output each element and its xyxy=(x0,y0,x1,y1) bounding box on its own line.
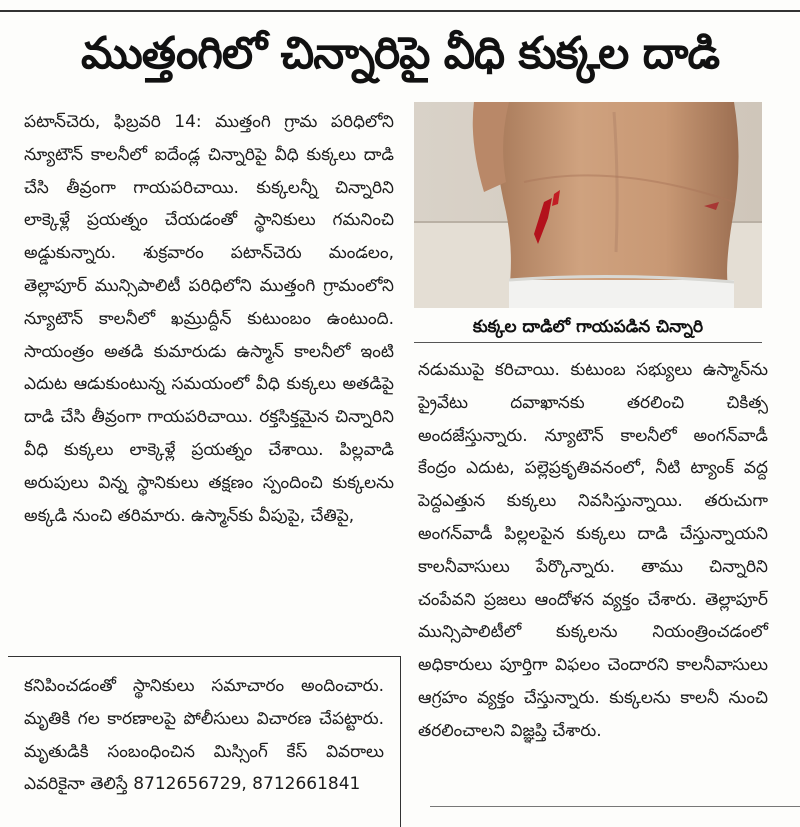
photo-caption: కుక్కల దాడిలో గాయపడిన చిన్నారి xyxy=(472,317,704,337)
article-left-text: పటాన్‌చెరు, ఫిబ్రవరి 14: ముత్తంగి గ్రామ పరిధిలోని న్యూటౌన్ కాలనీలో ఐదేండ్ల చిన్నారిపై వీధి కుక్కలు దాడి చేసి తీవ్రంగా గాయపరిచాయి. కుక్కలన్నీ చిన్నారిని లాక్కెళ్లే ప్రయత్నం చేయడంతో స్థానికులు గమనించి అడ్డుకున్నారు. శుక్రవారం పటాన్‌చెరు మండలం, తెల్లాపూర్ మున్సిపాలిటీ పరిధిలోని ముత్తంగి గ్రామంలోని న్యూటౌన్ కాలనీలో ఖమ్రుద్దీన్ కుటుంబం ఉంటుంది. సాయంత్రం అతడి కుమారుడు ఉస్మాన్ కాలనీలో ఇంటి ఎదుట ఆడుకుంటున్న సమయంలో వీధి కుక్కలు అతడిపై దాడి చేసి తీవ్రంగా గాయపరిచాయి. రక్తసిక్తమైన చిన్నారిని వీధి కుక్కలు లాక్కెళ్లే ప్రయత్నం చేశాయి. పిల్లవాడి అరుపులు విన్న స్థానికులు తక్షణం స్పందించి కుక్కలను అక్కడి నుంచి తరిమారు. ఉస్మాన్‌కు వీపుపై, చేతిపై, xyxy=(24,112,394,526)
headline: ముత్తంగిలో చిన్నారిపై వీధి కుక్కల దాడి xyxy=(80,28,720,79)
bottom-rule xyxy=(430,806,800,807)
injured-child-photo xyxy=(414,102,762,308)
news-photo xyxy=(414,102,762,308)
article-left-column xyxy=(24,106,394,532)
adjacent-article-text: కనిపించడంతో స్థానికులు సమాచారం అందించారు. మృతికి గల కారణాలపై పోలీసులు విచారణ చేపట్టారు. మృతుడికి సంబంధించిన మిస్సింగ్ కేస్ వివరాలు ఎవరికైనా తెలిస్తే 8712656729, 8712661841 xyxy=(24,676,384,795)
article-right-column xyxy=(418,354,768,748)
article-right-text: నడుముపై కరిచాయి. కుటుంబ సభ్యులు ఉస్మాన్‌ను ప్రైవేటు దవాఖానకు తరలించి చికిత్స అందజేస్తున్నారు. న్యూటౌన్ కాలనీలో అంగన్‌వాడీ కేంద్రం ఎదుట, పల్లెప్రకృతివనంలో, నీటి ట్యాంక్ వద్ద పెద్దఎత్తున కుక్కలు నివసిస్తున్నాయి. తరుచుగా అంగన్‌వాడీ పిల్లలపైన కుక్కలు దాడి చేస్తున్నాయని కాలనీవాసులు పేర్కొన్నారు. తాము చిన్నారిని చంపేవని ప్రజలు ఆందోళన వ్యక్తం చేశారు. తెల్లాపూర్ మున్సిపాలిటీలో కుక్కలను నియంత్రించడంలో అధికారులు పూర్తిగా విఫలం చెందారని కాలనీవాసులు ఆగ్రహం వ్యక్తం చేస్తున్నారు. కుక్కలను కాలనీ నుంచి తరలించాలని విజ్ఞప్తి చేశారు. xyxy=(418,360,768,741)
top-rule xyxy=(0,10,800,12)
adjacent-article-column xyxy=(24,670,384,801)
caption-rule xyxy=(414,342,762,343)
